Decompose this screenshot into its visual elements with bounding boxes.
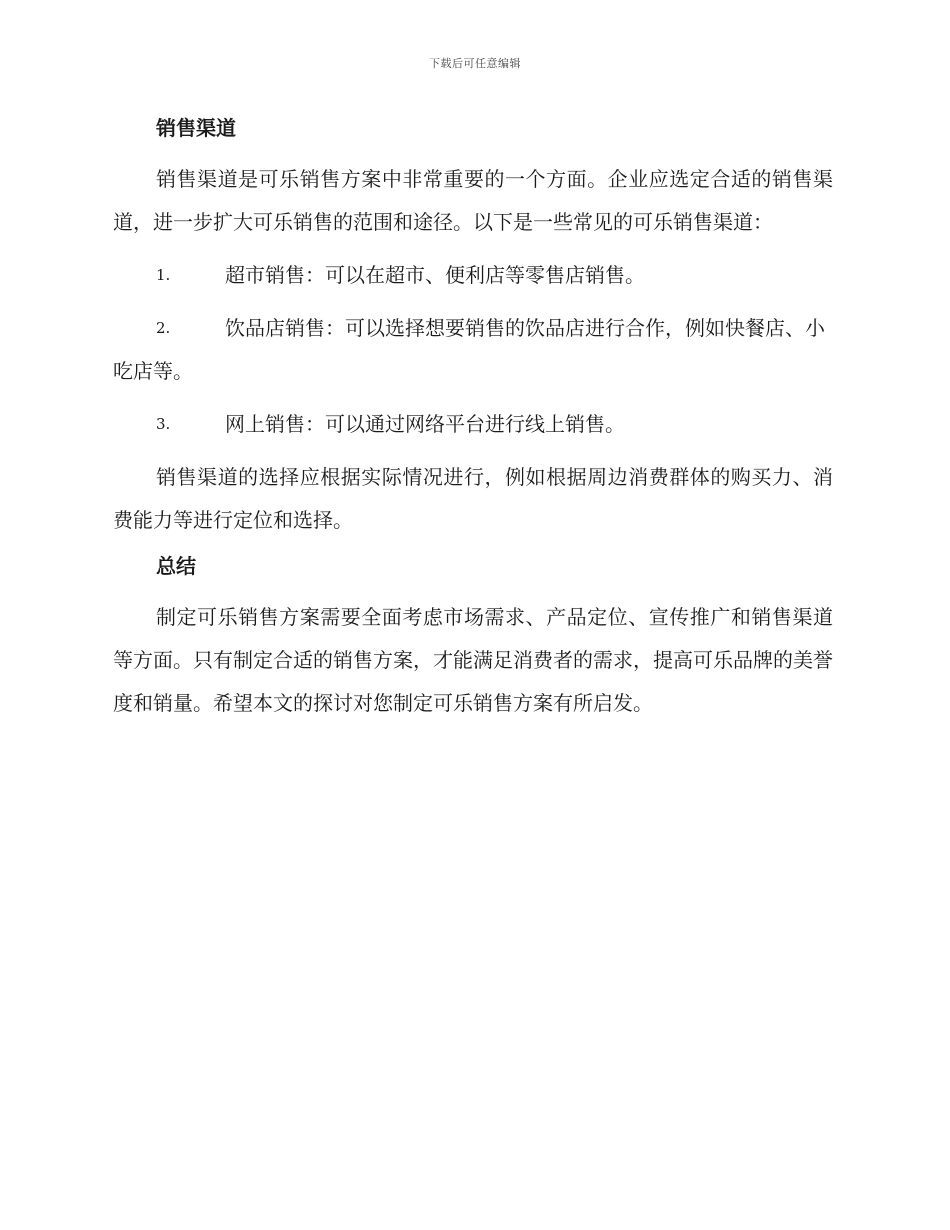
section-heading-sales-channels: 销售渠道 bbox=[156, 116, 236, 140]
sales-channels-intro: 销售渠道是可乐销售方案中非常重要的一个方面。企业应选定合适的销售渠道，进一步扩大可乐销售的范围和途径。以下是一些常见的可乐销售渠道： bbox=[113, 167, 833, 234]
list-item bbox=[113, 307, 833, 393]
list-item bbox=[113, 254, 833, 297]
document-body bbox=[113, 108, 833, 725]
list-item bbox=[113, 403, 833, 446]
sales-channels-closing: 销售渠道的选择应根据实际情况进行，例如根据周边消费群体的购买力、消费能力等进行定位和选择。 bbox=[113, 465, 833, 532]
section-heading-summary: 总结 bbox=[156, 554, 196, 578]
list-item-number: 1. bbox=[156, 266, 171, 284]
list-item-number: 2. bbox=[156, 319, 171, 337]
list-item-number: 3. bbox=[156, 415, 171, 433]
list-item-text: 超市销售：可以在超市、便利店等零售店销售。 bbox=[225, 263, 645, 287]
summary-paragraph: 制定可乐销售方案需要全面考虑市场需求、产品定位、宣传推广和销售渠道等方面。只有制定合适的销售方案，才能满足消费者的需求，提高可乐品牌的美誉度和销量。希望本文的探讨对您制定可乐销售方案有所启发。 bbox=[113, 605, 833, 715]
list-item-text: 网上销售：可以通过网络平台进行线上销售。 bbox=[225, 412, 625, 436]
page-header: 下载后可任意编辑 bbox=[429, 57, 521, 70]
list-item-text: 饮品店销售：可以选择想要销售的饮品店进行合作，例如快餐店、小吃店等。 bbox=[113, 316, 825, 383]
